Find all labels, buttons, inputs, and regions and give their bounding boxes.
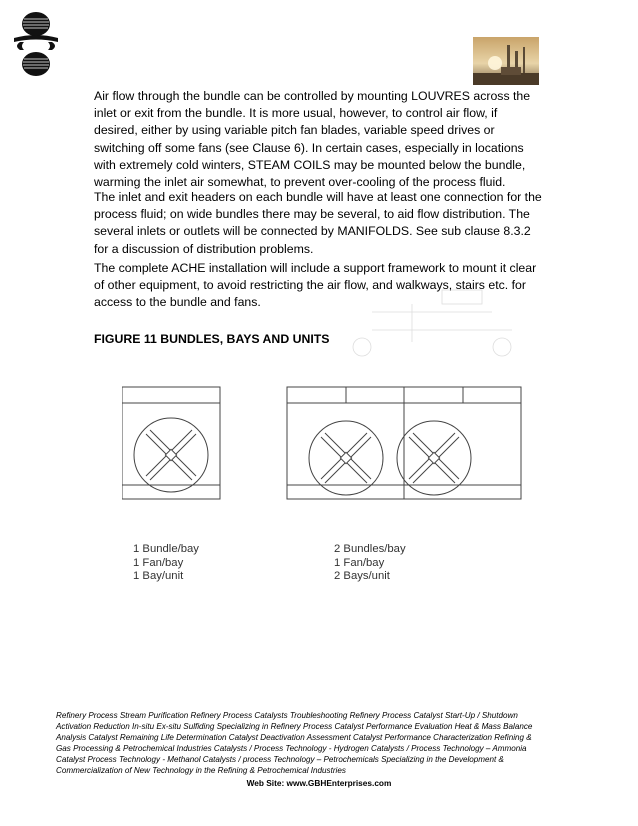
figure-title: FIGURE 11 BUNDLES, BAYS AND UNITS [94, 332, 330, 346]
caption-line: 1 Fan/bay [334, 556, 385, 569]
paragraph-headers: The inlet and exit headers on each bundle will have at least one connection for the process fluid; on wide bundles there may be several, to aid flow distribution. The several inlets or outlets will be connected by MANIFOLDS. See sub clause 8.3.2 for a discussion of distribution problems. [94, 190, 542, 256]
caption-line: 2 Bundles/bay [334, 543, 406, 555]
single-bay-unit [122, 387, 220, 499]
right-caption [334, 543, 406, 584]
paragraph-installation: The complete ACHE installation will include a support framework to mount it clear of other equipment, to avoid restricting the air flow, and walkways, stairs etc. for access to the bundle and fans. [94, 261, 537, 310]
caption-line: 2 Bays/unit [334, 570, 390, 583]
company-logo [10, 8, 62, 80]
footer-services-text: Refinery Process Stream Purification Refinery Process Catalysts Troubleshooting Refinery Process Catalyst Start-Up / Shutdown Activation Reduction In-situ Ex-situ Sulfiding Specializing in Refinery Process Catalyst Performance Evaluation Heat & Mass Balance Analysis Catalyst Remaining Life Determination Catalyst Deactivation Assessment Catalyst Performance Characterization Refining & Gas Processing & Petrochemical Industries Catalysts / Process Technology - Hydrogen Catalysts / Process Technology – Ammonia Catalyst Process Technology - Methanol Catalysts / process Technology – Petrochemicals Specializing in the Development & Commercialization of New Technology in the Refining & Petrochemical Industries [56, 711, 533, 776]
left-caption [133, 543, 199, 584]
refinery-photo [473, 37, 539, 85]
double-bay-unit [287, 387, 521, 499]
paragraph-louvres: Air flow through the bundle can be controlled by mounting LOUVRES across the inlet or exit from the bundle. It is more usual, however, to control air flow, if desired, either by using variable pitch fan blades, variable speed drives or switching off some fans (see Clause 6). In certain cases, especially in locations with extremely cold winters, STEAM COILS may be mounted below the bundle, warming the inlet air somewhat, to prevent over-cooling of the process fluid. [94, 89, 531, 190]
website-link[interactable]: Web Site: www.GBHEnterprises.com [246, 778, 392, 788]
caption-line: 1 Bay/unit [133, 570, 184, 583]
caption-line: 1 Fan/bay [133, 556, 184, 569]
caption-line: 1 Bundle/bay [133, 543, 199, 555]
